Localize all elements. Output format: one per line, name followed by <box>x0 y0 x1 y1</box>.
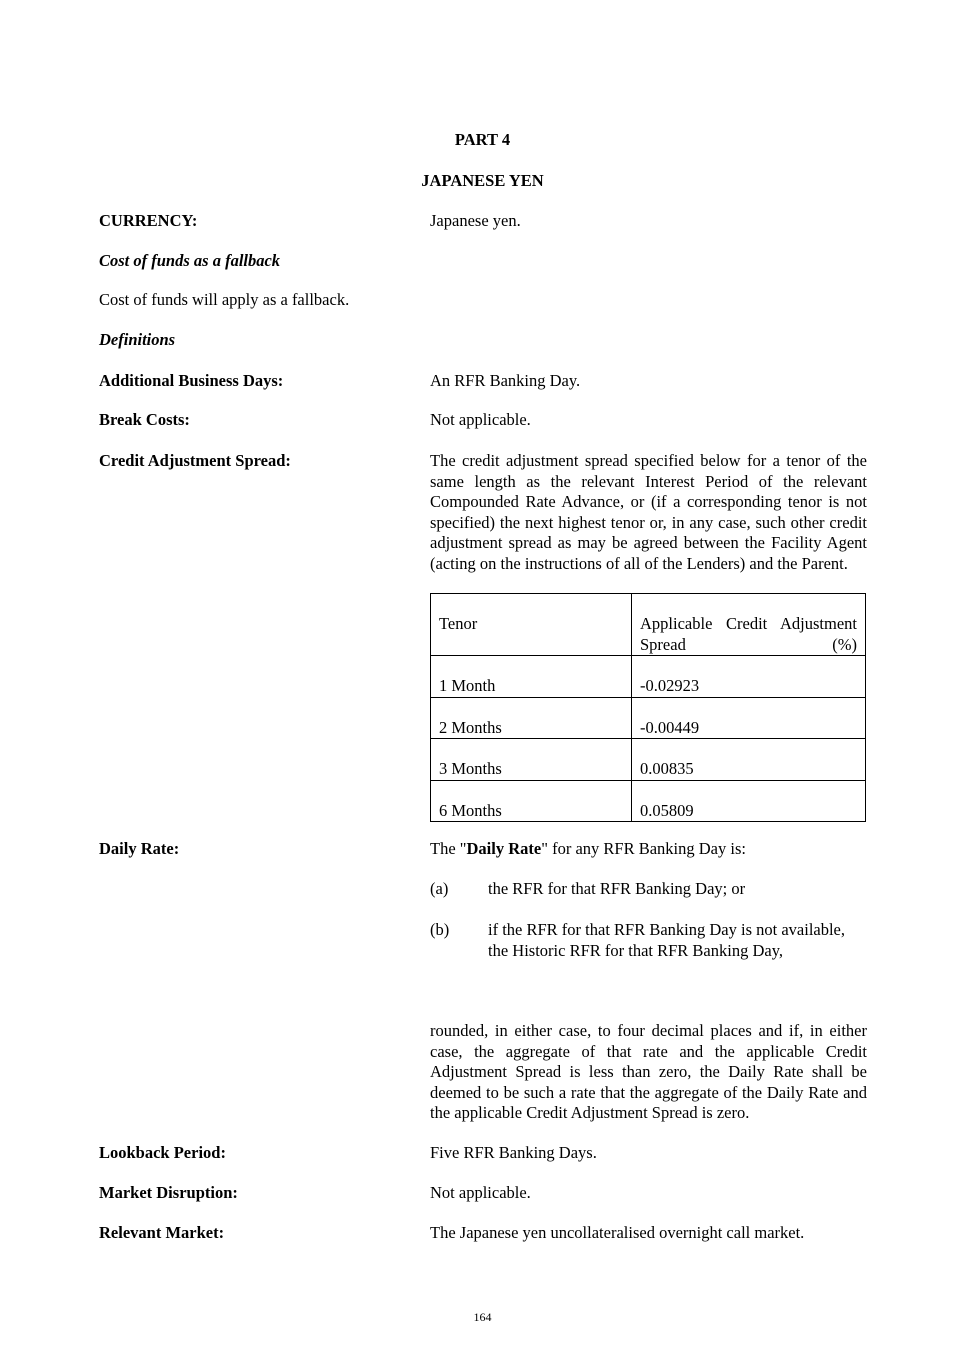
section-title: JAPANESE YEN <box>421 171 544 190</box>
daily-rate-label: Daily Rate: <box>99 839 180 858</box>
item-text: if the RFR for that RFR Banking Day is not available, the Historic RFR for that RFR Banking Day, <box>488 920 846 960</box>
table-row <box>431 739 866 781</box>
lookback-period-label: Lookback Period: <box>99 1143 226 1162</box>
relevant-market-value: The Japanese yen uncollateralised overnight call market. <box>430 1223 805 1242</box>
table-cell-tenor: 6 Months <box>431 780 632 822</box>
market-disruption-value: Not applicable. <box>430 1183 531 1202</box>
table-row <box>431 697 866 739</box>
additional-business-days-value: An RFR Banking Day. <box>430 371 581 390</box>
credit-adjustment-spread-table <box>430 593 866 822</box>
cost-of-funds-heading: Cost of funds as a fallback <box>99 251 281 270</box>
daily-rate-intro-post: " for any RFR Banking Day is: <box>541 839 746 858</box>
table-header-spread-text: Applicable Credit Adjustment Spread (%) <box>640 614 857 654</box>
table-cell-spread: 0.00835 <box>632 739 866 781</box>
market-disruption-label: Market Disruption: <box>99 1183 238 1202</box>
credit-adjustment-spread-text: The credit adjustment spread specified below for a tenor of the same length as the relevant Interest Period of the relevant Compounded Rate Advance, or (if a corresponding tenor is not specified) the next highest tenor or, in any case, such other credit adjustment spread as may be agreed between the Facility Agent (acting on the instructions of all of the Lenders) and the Parent. <box>430 451 867 573</box>
currency-label: CURRENCY: <box>99 211 198 230</box>
item-marker: (a) <box>430 879 449 898</box>
table-cell-spread: -0.02923 <box>632 656 866 698</box>
table-header-row <box>431 594 866 656</box>
daily-rate-closing: rounded, in either case, to four decimal places and if, in either case, the aggregate of that rate and the applicable Credit Adjustment Spread is less than zero, the Daily Rate shall be deemed to be such a rate that the aggregate of the Daily Rate and the applicable Credit Adjustment Spread is zero. <box>430 1021 867 1122</box>
table-cell-tenor: 1 Month <box>431 656 632 698</box>
table-cell-spread: 0.05809 <box>632 780 866 822</box>
credit-adjustment-spread-label: Credit Adjustment Spread: <box>99 451 291 470</box>
table-cell-spread: -0.00449 <box>632 697 866 739</box>
definitions-heading: Definitions <box>99 330 176 349</box>
daily-rate-intro-pre: The " <box>430 839 467 858</box>
daily-rate-term: Daily Rate <box>466 839 542 858</box>
break-costs-label: Break Costs: <box>99 410 190 429</box>
page-number: 164 <box>473 1310 492 1324</box>
table-cell-tenor: 3 Months <box>431 739 632 781</box>
table-cell-tenor: 2 Months <box>431 697 632 739</box>
table-header-spread <box>632 594 866 656</box>
additional-business-days-label: Additional Business Days: <box>99 371 284 390</box>
part-heading: PART 4 <box>454 130 511 149</box>
break-costs-value: Not applicable. <box>430 410 531 429</box>
cost-of-funds-text: Cost of funds will apply as a fallback. <box>99 290 350 309</box>
daily-rate-intro <box>430 839 867 860</box>
table-header-tenor: Tenor <box>431 594 632 656</box>
table-row <box>431 780 866 822</box>
table-row <box>431 656 866 698</box>
currency-value: Japanese yen. <box>430 211 521 230</box>
lookback-period-value: Five RFR Banking Days. <box>430 1143 597 1162</box>
item-marker: (b) <box>430 920 450 939</box>
relevant-market-label: Relevant Market: <box>99 1223 225 1242</box>
item-text: the RFR for that RFR Banking Day; or <box>488 879 746 898</box>
